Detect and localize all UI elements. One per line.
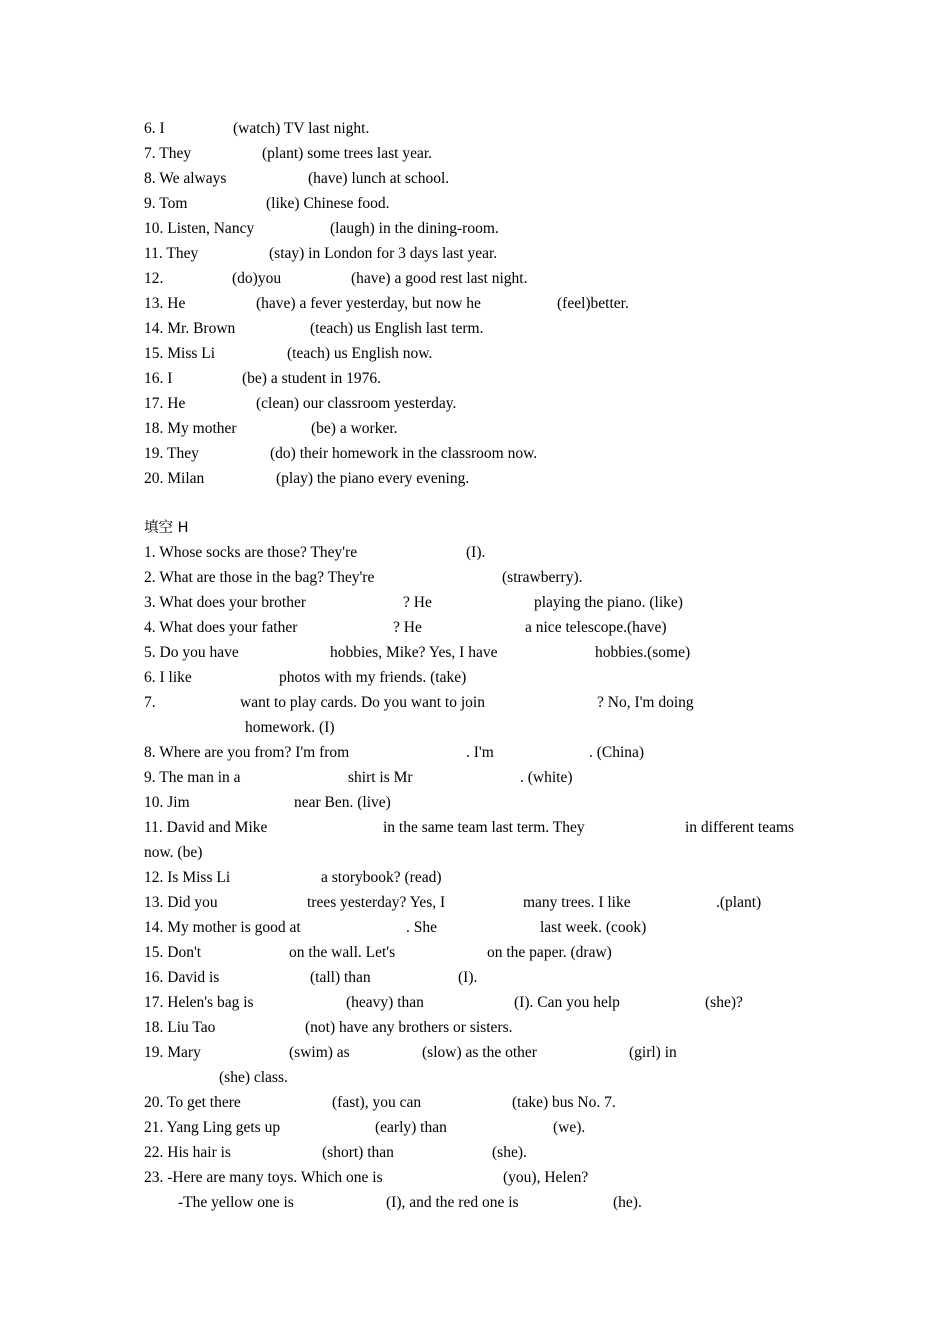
line-text: hobbies.(some) bbox=[595, 644, 691, 661]
line-text: near Ben. (live) bbox=[294, 794, 391, 811]
line-text: (do) their homework in the classroom now. bbox=[270, 445, 538, 462]
line-text: 18. Liu Tao bbox=[144, 1019, 216, 1036]
line-text: (we). bbox=[553, 1119, 586, 1136]
line-text: 23. -Here are many toys. Which one is bbox=[144, 1169, 383, 1186]
fill-line-5 bbox=[0, 643, 950, 668]
line-text: (teach) us English last term. bbox=[310, 320, 484, 337]
fill-line-15 bbox=[0, 943, 950, 968]
line-text: 6. I bbox=[144, 120, 165, 137]
line-text: last week. (cook) bbox=[540, 919, 647, 936]
line-text: (fast), you can bbox=[332, 1094, 422, 1111]
line-text: . (China) bbox=[589, 744, 645, 761]
fill-line-23a bbox=[0, 1168, 950, 1193]
fill-line-12 bbox=[0, 868, 950, 893]
fill-line-9 bbox=[0, 768, 950, 793]
line-text: ? He bbox=[403, 594, 432, 611]
line-text: (be) a worker. bbox=[311, 420, 398, 437]
fill-line-8 bbox=[0, 743, 950, 768]
line-text: (watch) TV last night. bbox=[233, 120, 370, 137]
line-text: 17. Helen's bag is bbox=[144, 994, 254, 1011]
line-text: (tall) than bbox=[310, 969, 371, 986]
fill-line-19a bbox=[0, 1043, 950, 1068]
line-text: (have) a good rest last night. bbox=[351, 270, 528, 287]
line-text: 12. bbox=[144, 270, 164, 287]
line-text: 11. David and Mike bbox=[144, 819, 268, 836]
line-text: 21. Yang Ling gets up bbox=[144, 1119, 281, 1136]
line-text: (have) a fever yesterday, but now he bbox=[256, 295, 481, 312]
line-text: 15. Miss Li bbox=[144, 345, 216, 362]
line-text: 15. Don't bbox=[144, 944, 202, 961]
line-text: 7. They bbox=[144, 145, 192, 162]
section-heading bbox=[0, 518, 950, 543]
line-text: 10. Jim bbox=[144, 794, 190, 811]
fill-line-16 bbox=[0, 968, 950, 993]
line-text: (she). bbox=[492, 1144, 527, 1161]
fill-line-19b bbox=[0, 1068, 950, 1093]
fill-line-23b bbox=[0, 1193, 950, 1218]
exercise-line-19 bbox=[0, 444, 950, 469]
fill-line-11a bbox=[0, 818, 950, 843]
fill-line-20 bbox=[0, 1093, 950, 1118]
line-text: hobbies, Mike? Yes, I have bbox=[330, 644, 498, 661]
fill-line-13 bbox=[0, 893, 950, 918]
fill-line-7a bbox=[0, 693, 950, 718]
line-text: (take) bus No. 7. bbox=[512, 1094, 616, 1111]
line-text: 11. They bbox=[144, 245, 199, 262]
fill-line-17 bbox=[0, 993, 950, 1018]
line-text: (have) lunch at school. bbox=[308, 170, 450, 187]
line-text: . (white) bbox=[520, 769, 573, 786]
fill-line-1 bbox=[0, 543, 950, 568]
line-text: 16. David is bbox=[144, 969, 220, 986]
line-text: playing the piano. (like) bbox=[534, 594, 683, 611]
line-text: (stay) in London for 3 days last year. bbox=[269, 245, 498, 262]
line-text: want to play cards. Do you want to join bbox=[240, 694, 485, 711]
line-text: homework. (I) bbox=[245, 719, 335, 736]
line-text: 10. Listen, Nancy bbox=[144, 220, 255, 237]
line-text: 9. Tom bbox=[144, 195, 188, 212]
line-text: 19. Mary bbox=[144, 1044, 201, 1061]
line-text: (slow) as the other bbox=[422, 1044, 537, 1061]
line-text: (I), and the red one is bbox=[386, 1194, 519, 1211]
fill-line-18 bbox=[0, 1018, 950, 1043]
line-text: (laugh) in the dining-room. bbox=[330, 220, 499, 237]
line-text: . I'm bbox=[466, 744, 494, 761]
fill-line-2 bbox=[0, 568, 950, 593]
line-text: shirt is Mr bbox=[348, 769, 413, 786]
line-text: (feel)better. bbox=[557, 295, 629, 312]
line-text: ? He bbox=[393, 619, 422, 636]
line-text: (clean) our classroom yesterday. bbox=[256, 395, 457, 412]
line-text: (strawberry). bbox=[502, 569, 583, 586]
fill-line-21 bbox=[0, 1118, 950, 1143]
line-text: (I). bbox=[458, 969, 478, 986]
line-text: 8. We always bbox=[144, 170, 227, 187]
exercise-line-14 bbox=[0, 319, 950, 344]
exercise-line-12 bbox=[0, 269, 950, 294]
exercise-line-18 bbox=[0, 419, 950, 444]
line-text: . She bbox=[406, 919, 437, 936]
exercise-line-8 bbox=[0, 169, 950, 194]
fill-line-10 bbox=[0, 793, 950, 818]
fill-line-14 bbox=[0, 918, 950, 943]
line-text: (early) than bbox=[375, 1119, 447, 1136]
line-text: (not) have any brothers or sisters. bbox=[305, 1019, 513, 1036]
line-text: (she) class. bbox=[219, 1069, 288, 1086]
fill-line-11b bbox=[0, 843, 950, 868]
line-text: (like) Chinese food. bbox=[266, 195, 390, 212]
exercise-line-17 bbox=[0, 394, 950, 419]
line-text: in the same team last term. They bbox=[383, 819, 585, 836]
line-text: (swim) as bbox=[289, 1044, 350, 1061]
line-text: 20. To get there bbox=[144, 1094, 241, 1111]
line-text: (short) than bbox=[322, 1144, 394, 1161]
exercise-line-13 bbox=[0, 294, 950, 319]
line-text: on the paper. (draw) bbox=[487, 944, 612, 961]
line-text: 2. What are those in the bag? They're bbox=[144, 569, 375, 586]
fill-line-4 bbox=[0, 618, 950, 643]
line-text: 5. Do you have bbox=[144, 644, 239, 661]
line-text: (plant) some trees last year. bbox=[262, 145, 433, 162]
fill-line-22 bbox=[0, 1143, 950, 1168]
line-text: 17. He bbox=[144, 395, 186, 412]
line-text: 22. His hair is bbox=[144, 1144, 231, 1161]
line-text: 14. Mr. Brown bbox=[144, 320, 236, 337]
exercise-line-16 bbox=[0, 369, 950, 394]
line-text: 7. bbox=[144, 694, 156, 711]
line-text: .(plant) bbox=[716, 894, 762, 911]
exercise-line-6 bbox=[0, 119, 950, 144]
heading-text: 填空 H bbox=[144, 520, 189, 536]
line-text: 3. What does your brother bbox=[144, 594, 306, 611]
line-text: (you), Helen? bbox=[503, 1169, 589, 1186]
line-text: 14. My mother is good at bbox=[144, 919, 301, 936]
line-text: 13. Did you bbox=[144, 894, 218, 911]
line-text: 16. I bbox=[144, 370, 173, 387]
line-text: many trees. I like bbox=[523, 894, 631, 911]
line-text: a storybook? (read) bbox=[321, 869, 442, 886]
line-text: 18. My mother bbox=[144, 420, 237, 437]
line-text: 1. Whose socks are those? They're bbox=[144, 544, 358, 561]
line-text: -The yellow one is bbox=[178, 1194, 294, 1211]
exercise-line-7 bbox=[0, 144, 950, 169]
exercise-line-11 bbox=[0, 244, 950, 269]
line-text: ? No, I'm doing bbox=[597, 694, 694, 711]
line-text: (I). bbox=[466, 544, 486, 561]
line-text: (play) the piano every evening. bbox=[276, 470, 470, 487]
line-text: 20. Milan bbox=[144, 470, 205, 487]
line-text: 9. The man in a bbox=[144, 769, 241, 786]
exercise-line-15 bbox=[0, 344, 950, 369]
line-text: a nice telescope.(have) bbox=[525, 619, 667, 636]
line-text: (heavy) than bbox=[346, 994, 424, 1011]
line-text: 13. He bbox=[144, 295, 186, 312]
line-text: (do)you bbox=[232, 270, 282, 287]
line-text: on the wall. Let's bbox=[289, 944, 396, 961]
line-text: 4. What does your father bbox=[144, 619, 298, 636]
line-text: (I). Can you help bbox=[514, 994, 620, 1011]
fill-line-7b bbox=[0, 718, 950, 743]
line-text: (he). bbox=[613, 1194, 642, 1211]
line-text: 6. I like bbox=[144, 669, 192, 686]
line-text: (teach) us English now. bbox=[287, 345, 433, 362]
line-text: 19. They bbox=[144, 445, 199, 462]
line-text: trees yesterday? Yes, I bbox=[307, 894, 446, 911]
line-text: (she)? bbox=[705, 994, 743, 1011]
fill-line-6 bbox=[0, 668, 950, 693]
line-text: 8. Where are you from? I'm from bbox=[144, 744, 350, 761]
line-text: photos with my friends. (take) bbox=[279, 669, 467, 686]
exercise-line-9 bbox=[0, 194, 950, 219]
line-text: (girl) in bbox=[629, 1044, 677, 1061]
line-text: 12. Is Miss Li bbox=[144, 869, 231, 886]
line-text: (be) a student in 1976. bbox=[242, 370, 382, 387]
line-text: in different teams bbox=[685, 819, 795, 836]
exercise-line-20 bbox=[0, 469, 950, 494]
fill-line-3 bbox=[0, 593, 950, 618]
exercise-line-10 bbox=[0, 219, 950, 244]
line-text: now. (be) bbox=[144, 844, 203, 861]
